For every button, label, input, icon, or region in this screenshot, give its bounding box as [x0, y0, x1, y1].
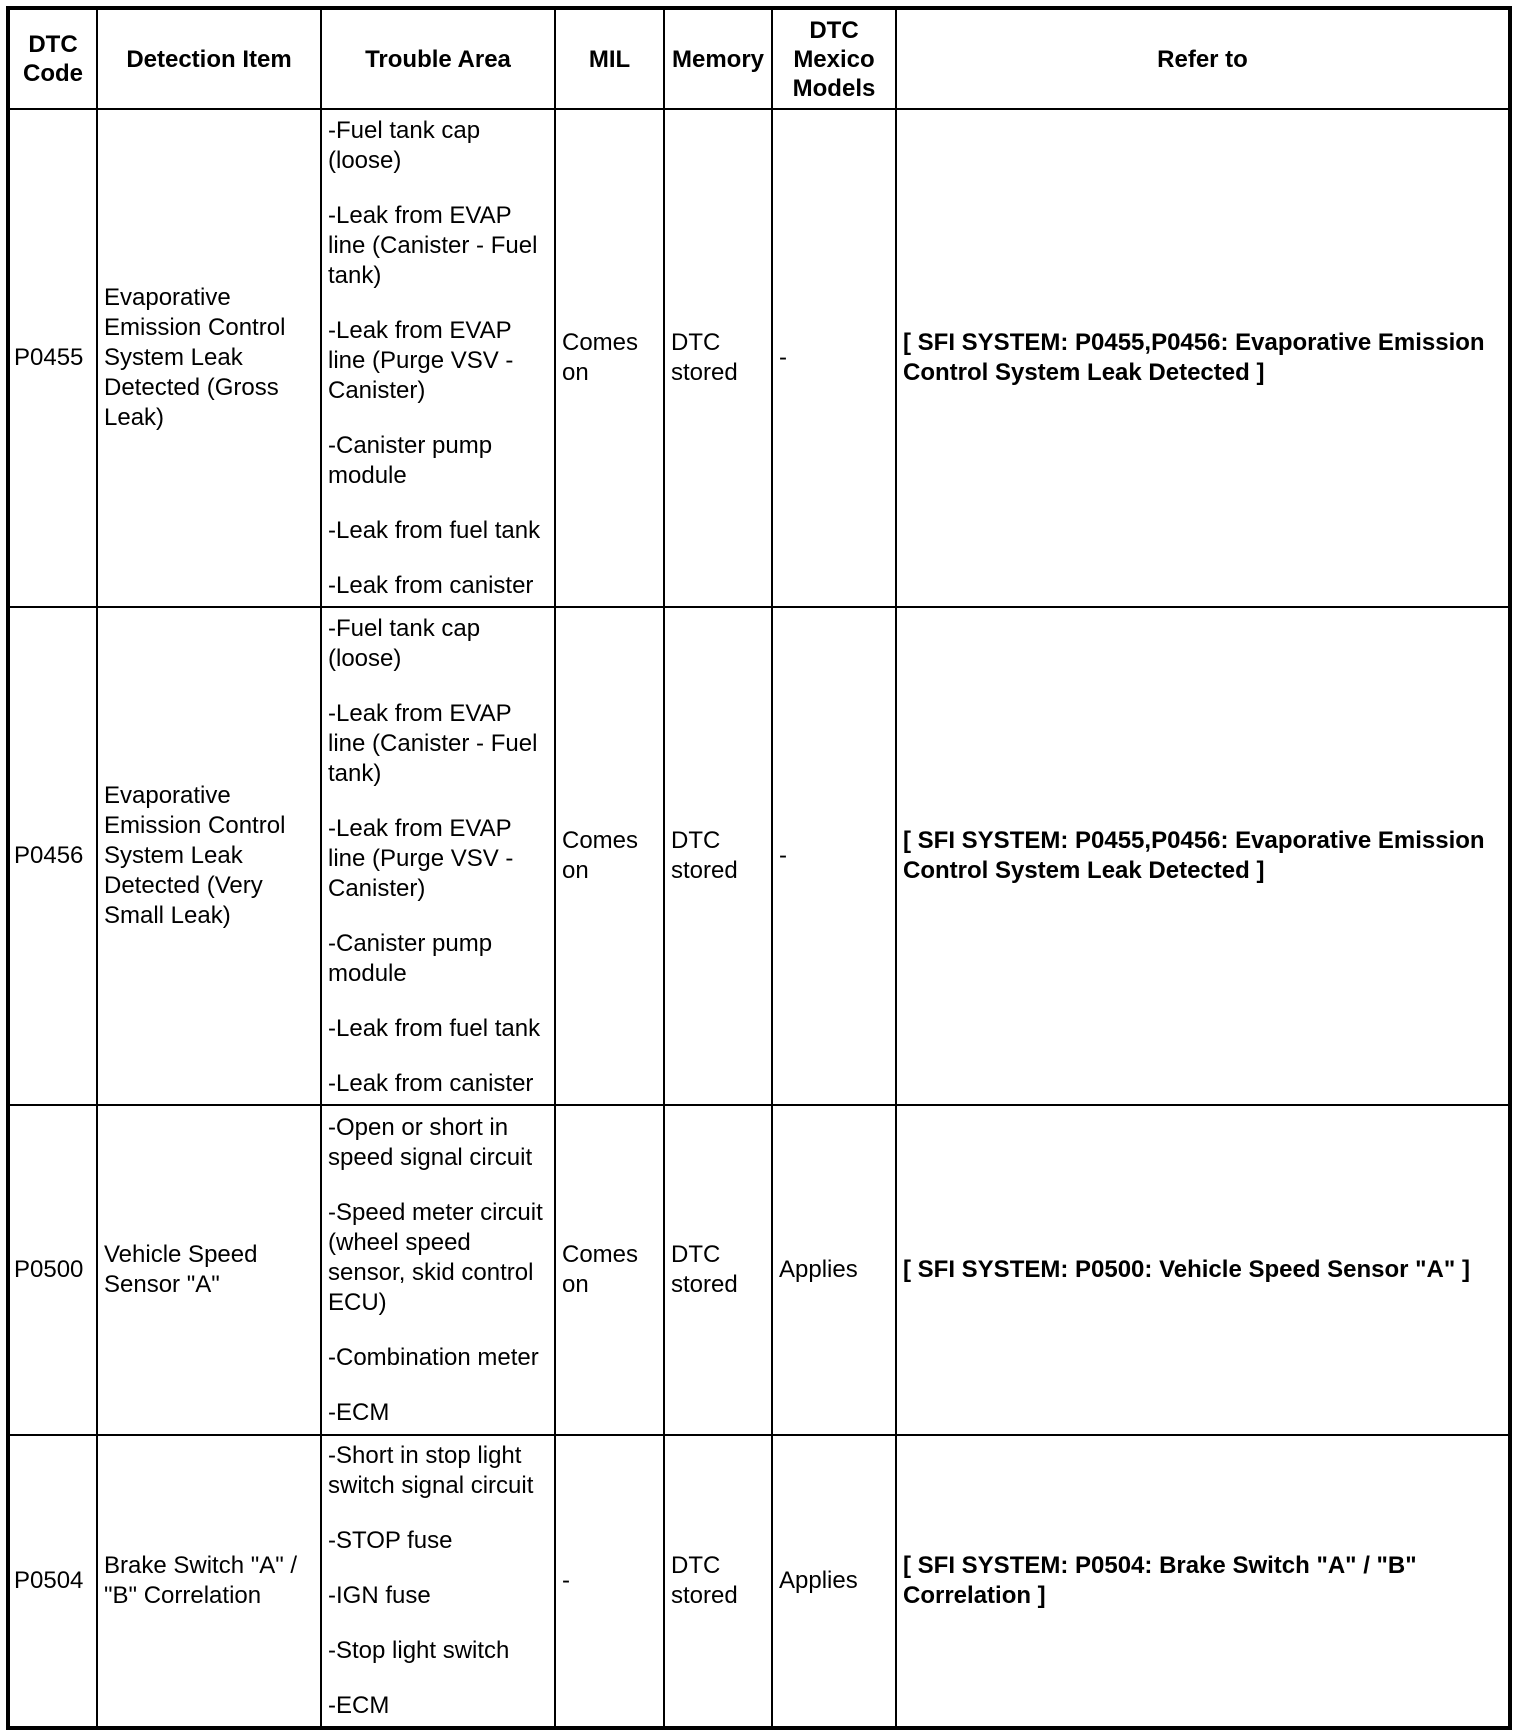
trouble-area-item: -Leak from EVAP line (Canister - Fuel tank)	[328, 699, 538, 787]
trouble-area-item: -ECM	[328, 1692, 390, 1719]
table-row	[8, 607, 1510, 1105]
detection-item-cell: Vehicle Speed Sensor "A"	[97, 1105, 321, 1435]
trouble-area-cell	[321, 1435, 555, 1728]
refer-to-link[interactable]: [ SFI SYSTEM: P0500: Vehicle Speed Sensor "A" ]	[896, 1105, 1510, 1435]
memory-cell: DTC stored	[664, 1435, 772, 1728]
trouble-area-cell	[321, 109, 555, 607]
refer-to-link[interactable]: [ SFI SYSTEM: P0455,P0456: Evaporative Emission Control System Leak Detected ]	[896, 109, 1510, 607]
dtc-code-cell: P0455	[8, 109, 97, 607]
mexico-models-cell: Applies	[772, 1435, 896, 1728]
trouble-area-item: -Leak from EVAP line (Canister - Fuel tank)	[328, 201, 538, 289]
table-row	[8, 109, 1510, 607]
trouble-area-item: -Leak from fuel tank	[328, 516, 541, 544]
header-detection-item: Detection Item	[97, 8, 321, 109]
dtc-table	[6, 6, 1512, 1730]
trouble-area-item: -Short in stop light switch signal circuit	[328, 1442, 534, 1499]
table-row	[8, 1435, 1510, 1728]
memory-cell: DTC stored	[664, 1105, 772, 1435]
mil-cell: Comes on	[555, 607, 664, 1105]
detection-item-cell: Evaporative Emission Control System Leak Detected (Very Small Leak)	[97, 607, 321, 1105]
trouble-area-item: -Canister pump module	[328, 929, 493, 987]
trouble-area-item: -Combination meter	[328, 1343, 539, 1371]
trouble-area-item: -STOP fuse	[328, 1527, 453, 1554]
trouble-area-cell	[321, 1105, 555, 1435]
trouble-area-item: -Leak from EVAP line (Purge VSV - Canister)	[328, 316, 514, 404]
refer-to-link[interactable]: [ SFI SYSTEM: P0455,P0456: Evaporative Emission Control System Leak Detected ]	[896, 607, 1510, 1105]
trouble-area-item: -Leak from fuel tank	[328, 1014, 541, 1042]
dtc-code-cell: P0504	[8, 1435, 97, 1728]
trouble-area-item: -Canister pump module	[328, 431, 493, 489]
header-dtc-code: DTC Code	[8, 8, 97, 109]
mil-cell: Comes on	[555, 109, 664, 607]
memory-cell: DTC stored	[664, 607, 772, 1105]
header-refer-to: Refer to	[896, 8, 1510, 109]
mil-cell: -	[555, 1435, 664, 1728]
trouble-area-item: -Fuel tank cap (loose)	[328, 614, 481, 672]
refer-to-link[interactable]: [ SFI SYSTEM: P0504: Brake Switch "A" / "B" Correlation ]	[896, 1435, 1510, 1728]
trouble-area-item: -Leak from canister	[328, 1069, 534, 1097]
trouble-area-item: -Leak from canister	[328, 571, 534, 599]
trouble-area-item: -Fuel tank cap (loose)	[328, 116, 481, 174]
trouble-area-item: -Open or short in speed signal circuit	[328, 1113, 533, 1171]
trouble-area-item: -Speed meter circuit (wheel speed sensor, skid control ECU)	[328, 1198, 543, 1316]
trouble-area-item: -IGN fuse	[328, 1582, 431, 1609]
header-mil: MIL	[555, 8, 664, 109]
dtc-code-cell: P0500	[8, 1105, 97, 1435]
mexico-models-cell: -	[772, 109, 896, 607]
dtc-code-cell: P0456	[8, 607, 97, 1105]
header-memory: Memory	[664, 8, 772, 109]
trouble-area-item: -ECM	[328, 1398, 390, 1426]
mil-cell: Comes on	[555, 1105, 664, 1435]
table-row	[8, 1105, 1510, 1435]
header-mexico-models: DTC Mexico Models	[772, 8, 896, 109]
header-row	[8, 8, 1510, 109]
trouble-area-cell	[321, 607, 555, 1105]
mexico-models-cell: Applies	[772, 1105, 896, 1435]
trouble-area-item: -Leak from EVAP line (Purge VSV - Canister)	[328, 814, 514, 902]
detection-item-cell: Evaporative Emission Control System Leak Detected (Gross Leak)	[97, 109, 321, 607]
trouble-area-item: -Stop light switch	[328, 1637, 510, 1664]
header-trouble-area: Trouble Area	[321, 8, 555, 109]
memory-cell: DTC stored	[664, 109, 772, 607]
detection-item-cell: Brake Switch "A" / "B" Correlation	[97, 1435, 321, 1728]
mexico-models-cell: -	[772, 607, 896, 1105]
